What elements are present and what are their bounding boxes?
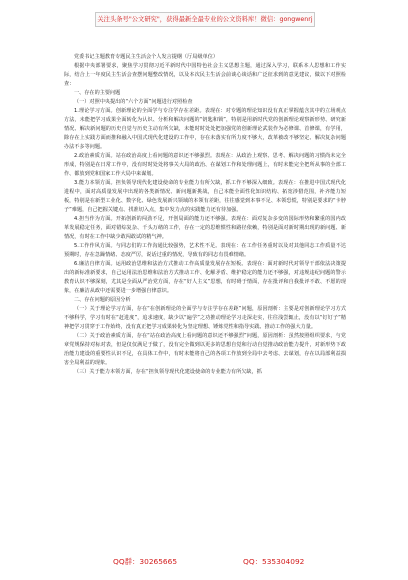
document-paragraph: 根据中央部署要求，聚焦学习贯彻习近平新时代中国特色社会主义思想主题，通过深入学习，联系本人思想和工作实际，结合上一年度民主生活会查摆问题整改情况，以及本次民主生活会前谈心谈话和广泛征求到的意见建议，做以下对照检查： xyxy=(64,63,346,87)
document-paragraph: 5.工作作风方面。与同志们的工作沟通比较强势，艺术性不足。表现在：在工作任务重时以及对其他同志工作质量不达预期时，存在急躁情绪、态度严厉，说话过重的情况，导致有的同志有畏难情绪。 xyxy=(64,243,346,258)
qq-contact-text: QQ：535304092 xyxy=(243,557,305,566)
qq-group-text: QQ群：30265665 xyxy=(113,557,178,566)
document-paragraph: （三）关于能力本领方面，存在“担负领导现代化建设使命的专业能力有所欠缺，抓 xyxy=(74,369,262,375)
document-paragraph: 一、存在的主要问题 xyxy=(74,90,121,96)
document-paragraph: 6.廉洁自律方面。运用政治思维和法治方式推动工作高质量发展存在短板。表现在：面对新时代对领导干部依法决策提出的新标准新要求，自己运用法治思维和法治方式推动工作、化解矛盾、维护稳定的能力还不够强，对违规违纪问题的警示教育认识不够深刻，尤其是全面从严治党方面，存在“好人主义”思想，有时碍于情面，存在批评和自我批评不敢、不愿的现象，在廉洁从政中还需要进一步增强自律意识。 xyxy=(64,261,346,294)
document-paragraph: （二）关于政治素质方面，存在“站在政治高度上看问题的意识还不够强烈”问题，原因剖析：虽然按照组织要求，与党章党规保持对标对表，但是仅仅满足于做了，没有完全做到以更多的思想自觉和行动自觉推动政治能力提升，对新形势下政治能力建设的重要性认识不足，在具体工作中，有时未能将自己的各项工作放到全局中去考虑、去谋划，存在以局部利益损害全局利益的现象。 xyxy=(64,333,346,366)
footer xyxy=(0,555,408,569)
document-paragraph: 二、存在问题的原因分析 xyxy=(74,297,131,303)
document-paragraph: 3.能力本领方面。担负领导现代化建设使命的专业能力有所欠缺，抓工作不够深入细致。表现在：在推进中国式现代化进程中，面对高质量发展中出现的各类新情况、新问题新挑战，自己本能全面性化知识结构、拓宽涉猎范围，补齐能力短板，特别是在新型工业化、数字化、绿色发展新兴领域的本领有差距，往往感觉到本事不足、本领恐慌，特别是要求的“卡脖子”难题，自己把握关键点、找准切入点，集中发力点的实践能力还有待加强。 xyxy=(64,180,346,213)
document-paragraph: 4.担当作为方面。开拓创新的闯劲不足，开创局面的能力还不够强。表现在：面对复杂多变的国际形势和繁重的国内改革发展稳定任务，面对错综复杂、千头万绪的工作，存在一定的思维惯性和路径依赖，特别是面对新时期出现的新问题、新情况，有时在工作中缺少敢闯敢试的精气神。 xyxy=(64,216,346,240)
document-paragraph: （一）对照中央提出的“六个方面”问题进行对照检查 xyxy=(74,99,193,105)
document-paragraph: 1.理论学习方面。创新理论的全面学与专注学存在差距。表现在：对专题的理论知识没有真正掌握蕴含其中的立场观点方法，未能把学习成果全面转化为认识、分析和解决问题的“钥匙和锁”，特别是用新时代党的创新理论观察新形势、研究新情况、解决新问题的历史自觉与历史主动有所欠缺，未能时时处处把加强党的创新理论武装作为必修课、首修课，有学用，除存在上实践方面而推和融入中国式现代化建设的工作中，存在未落实有所力度不够大，改革被改不够坚定、解决复杂问题办法不多等问题。 xyxy=(64,108,346,150)
document-title: 党委书记主题教育专题民主生活会个人发言提纲（厅局级单位） xyxy=(74,54,219,60)
document-paragraph: （一）关于理论学习方面，存在“在创新理论的全面学与专注学存在差距”问题，原因剖析：主要是对创新理论学习方式不够科学，学习有时在“赶进度”，追求速度，缺少以“遍学”之功推动理论学习走深走实，往往浅尝辄止，没有以“钉钉子”精神把学习贯穿于工作始终，没有真正把学习成果转化为坚定理想、锤炼党性和指导实践、推动工作的强大力量。 xyxy=(64,306,346,330)
top-banner: 关注头条号"公文研究"，获得最新全最专业的公文资料库！微信：gongwenrj xyxy=(95,12,315,27)
document-body xyxy=(64,53,346,377)
document-paragraph: 2.政治素质方面。站在政治高度上看问题的意识还不够强烈。表现在：从政治上观察、思考、解决问题的习惯尚未完全形成，特别是在日常工作中，没有时时处处将事关大局的政治、在谋划工作和处理问题上，有时未能完全把所从事的全部工作、都放到党和国家工作大局中来谋划。 xyxy=(64,153,346,177)
